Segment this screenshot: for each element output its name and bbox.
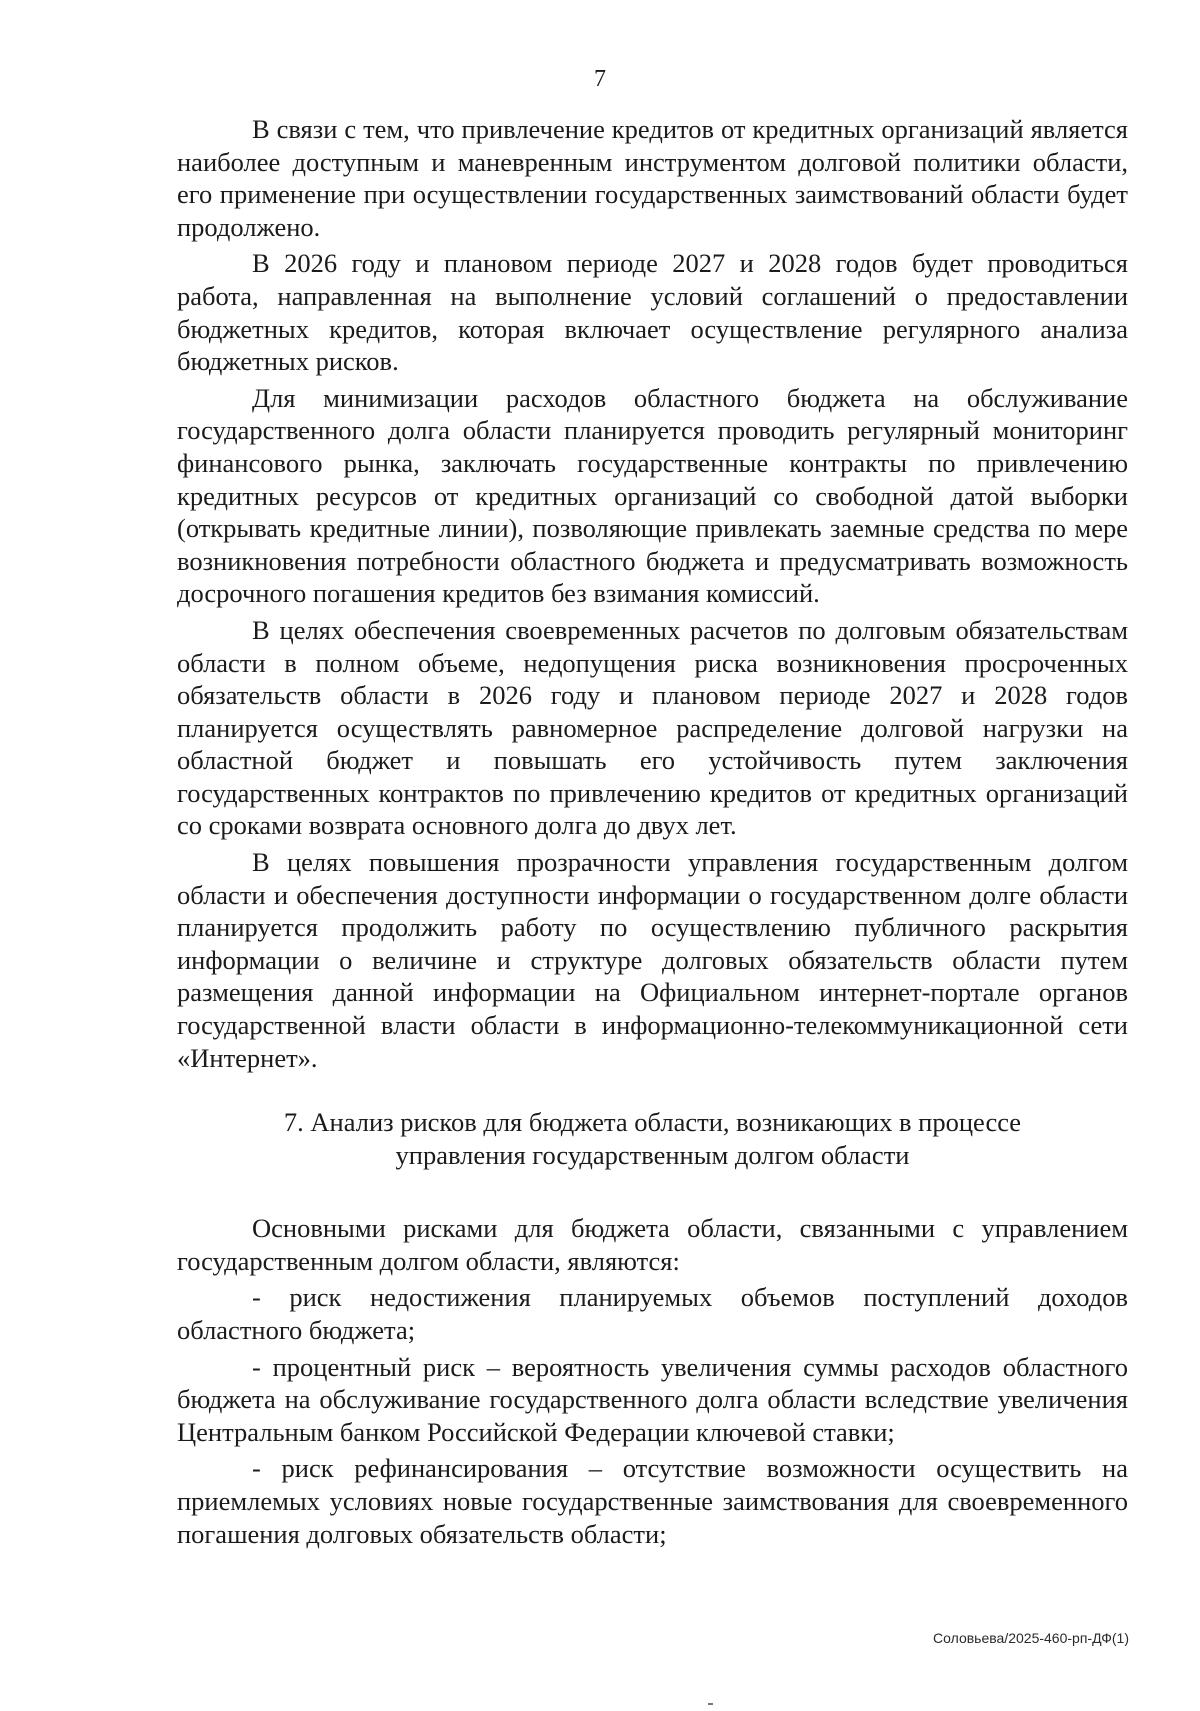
section-heading-line-2: управления государственным долгом области xyxy=(395,1140,910,1171)
paragraph-timely-settlements: В целях обеспечения своевременных расчетов по долговым обязательствам области в полном объеме, недопущения риска возникновения просроченных обязательств области в 2026 году и плановом периоде 2027 и 2028 годов планируется осуществлять равномерное распределение долговой нагрузки на областной бюджет и повышать его устойчивость путем заключения государственных контрактов по привлечению кредитов от кредитных организаций со сроками возврата основного долга до двух лет. xyxy=(177,614,1128,841)
document-body xyxy=(177,113,1128,1554)
section-heading-line-1: 7. Анализ рисков для бюджета области, возникающих в процессе xyxy=(283,1107,1022,1138)
paragraph-borrowing-credits: В связи с тем, что привлечение кредитов от кредитных организаций является наиболее доступным и маневренным инструментом долговой политики области, его применение при осуществлении государственных заимствований области будет продолжено. xyxy=(177,114,1128,242)
paragraph-main-risks-intro: Основными рисками для бюджета области, связанными с управлением государственным долгом области, являются: xyxy=(177,1213,1128,1276)
paragraph-budget-credits-agreements: В 2026 году и плановом периоде 2027 и 2028 годов будет проводиться работа, направленная на выполнение условий соглашений о предоставлении бюджетных кредитов, которая включает осуществление регулярного анализа бюджетных рисков. xyxy=(177,248,1128,377)
section-heading xyxy=(177,1106,1128,1172)
risk-item-interest-rate: - процентный риск – вероятность увеличения суммы расходов областного бюджета на обслуживание государственного долга области вследствие увеличения Центральным банком Российской Федерации ключевой ставки; xyxy=(177,1351,1128,1447)
paragraph-minimize-debt-service: Для минимизации расходов областного бюджета на обслуживание государственного долга области планируется проводить регулярный мониторинг финансового рынка, заключать государственные контракты по привлечению кредитных ресурсов от кредитных организаций со свободной датой выборки (открывать кредитные линии), позволяющие привлекать заемные средства по мере возникновения потребности областного бюджета и предусматривать возможность досрочного погашения кредитов без взимания комиссий. xyxy=(177,382,1128,609)
paragraph-transparency: В целях повышения прозрачности управления государственным долгом области и обеспечения доступности информации о государственном долге области планируется продолжить работу по осуществлению публичного раскрытия информации о величине и структуре долговых обязательств области путем размещения данной информации на Официальном интернет-портале органов государственной власти области в информационно-телекоммуникационной сети «Интернет». xyxy=(177,847,1128,1073)
page-number: 7 xyxy=(594,66,606,92)
risk-item-revenue-shortfall: - риск недостижения планируемых объемов поступлений доходов областного бюджета; xyxy=(177,1282,1128,1345)
scan-mark xyxy=(708,1703,713,1705)
footer-document-reference: Соловьева/2025-460-рп-ДФ(1) xyxy=(933,1630,1129,1646)
risk-item-refinancing: - риск рефинансирования – отсутствие возможности осуществить на приемлемых условиях новые государственные заимствования для своевременного погашения долговых обязательств области; xyxy=(177,1453,1128,1549)
